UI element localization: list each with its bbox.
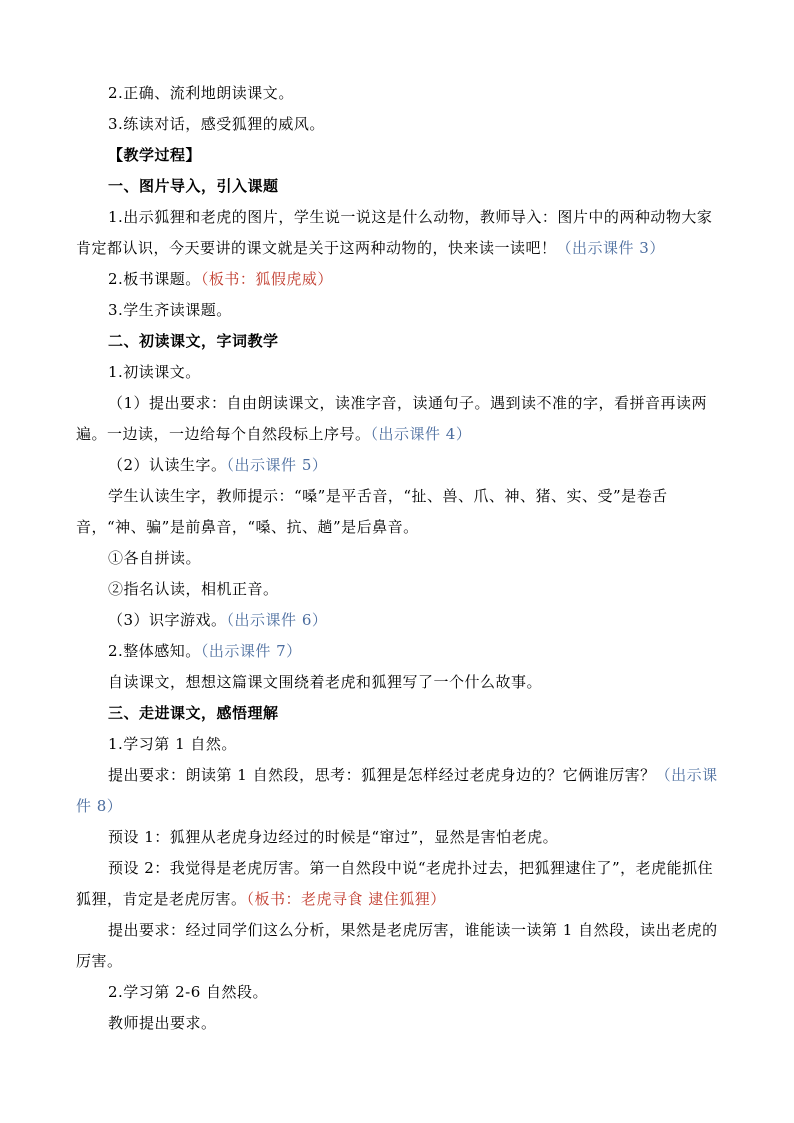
courseware-reference: （出示课件 7） — [200, 642, 302, 660]
paragraph — [76, 636, 718, 667]
paragraph — [76, 109, 718, 140]
paragraph-text: （2）认读生字。 — [108, 456, 227, 474]
paragraph — [76, 202, 718, 264]
paragraph-text: 3.学生齐读课题。 — [108, 301, 232, 319]
paragraph — [76, 450, 718, 481]
paragraph — [76, 264, 718, 295]
paragraph-text: 预设 1：狐狸从老虎身边经过的时候是“窜过”，显然是害怕老虎。 — [108, 828, 559, 846]
paragraph-text: 学生认读生字，教师提示：“嗓”是平舌音，“扯、兽、爪、神、猪、实、受”是卷舌音，“神、骗”是前鼻音，“嗓、抗、趟”是后鼻音。 — [76, 487, 668, 536]
courseware-reference: （出示课件 8） — [76, 766, 718, 815]
paragraph-text: 预设 2：我觉得是老虎厉害。第一自然段中说“老虎扑过去，把狐狸逮住了”，老虎能抓住狐狸，肯定是老虎厉害。 — [76, 859, 714, 908]
paragraph-text: （1）提出要求：自由朗读课文，读准字音，读通句子。遇到读不准的字，看拼音再读两遍。一边读，一边给每个自然段标上序号。 — [76, 394, 708, 443]
paragraph-text: （3）识字游戏。 — [108, 611, 227, 629]
paragraph-text: 提出要求：朗读第 1 自然段，思考：狐狸是怎样经过老虎身边的？它俩谁厉害？ — [108, 766, 656, 784]
paragraph-text: 1.学习第 1 自然。 — [108, 735, 237, 753]
courseware-reference: （出示课件 6） — [226, 611, 328, 629]
paragraph — [76, 357, 718, 388]
paragraph — [76, 915, 718, 977]
courseware-reference: （出示课件 3） — [556, 239, 665, 257]
paragraph-text: 2.正确、流利地朗读课文。 — [108, 84, 294, 102]
paragraph-text: 2.整体感知。 — [108, 642, 201, 660]
section-heading — [76, 171, 718, 202]
paragraph-text: 2.学习第 2-6 自然段。 — [108, 983, 269, 1001]
paragraph — [76, 729, 718, 760]
paragraph-text: 3.练读对话，感受狐狸的威风。 — [108, 115, 325, 133]
paragraph — [76, 543, 718, 574]
paragraph — [76, 822, 718, 853]
board-writing-note: （板书：老虎寻食 逮住狐狸） — [246, 890, 446, 908]
board-writing-note: （板书：狐假虎威） — [200, 270, 333, 288]
paragraph-text: 1.初读课文。 — [108, 363, 201, 381]
paragraph-text: 一、图片导入，引入课题 — [108, 177, 279, 195]
paragraph-text: 二、初读课文，字词教学 — [108, 332, 279, 350]
paragraph — [76, 481, 718, 543]
paragraph-text: ②指名认读，相机正音。 — [108, 580, 279, 598]
paragraph — [76, 78, 718, 109]
paragraph — [76, 295, 718, 326]
paragraph — [76, 574, 718, 605]
courseware-reference: （出示课件 4） — [370, 425, 472, 443]
paragraph — [76, 853, 718, 915]
paragraph-text: 提出要求：经过同学们这么分析，果然是老虎厉害，谁能读一读第 1 自然段，读出老虎的厉害。 — [76, 921, 718, 970]
section-heading — [76, 140, 718, 171]
paragraph-text: 2.板书课题。 — [108, 270, 201, 288]
paragraph — [76, 605, 718, 636]
paragraph-text: ①各自拼读。 — [108, 549, 202, 567]
paragraph — [76, 667, 718, 698]
courseware-reference: （出示课件 5） — [226, 456, 328, 474]
paragraph-text: 教师提出要求。 — [108, 1014, 217, 1032]
section-heading — [76, 326, 718, 357]
paragraph-text: 三、走进课文，感悟理解 — [108, 704, 279, 722]
paragraph-text: 【教学过程】 — [108, 146, 202, 164]
paragraph — [76, 977, 718, 1008]
section-heading — [76, 698, 718, 729]
paragraph-text: 自读课文，想想这篇课文围绕着老虎和狐狸写了一个什么故事。 — [108, 673, 543, 691]
paragraph — [76, 1008, 718, 1039]
paragraph — [76, 388, 718, 450]
paragraph-text: 1.出示狐狸和老虎的图片，学生说一说这是什么动物，教师导入：图片中的两种动物大家肯定都认识，今天要讲的课文就是关于这两种动物的，快来读一读吧！ — [76, 208, 713, 257]
lesson-plan-body — [76, 78, 718, 1039]
paragraph — [76, 760, 718, 822]
